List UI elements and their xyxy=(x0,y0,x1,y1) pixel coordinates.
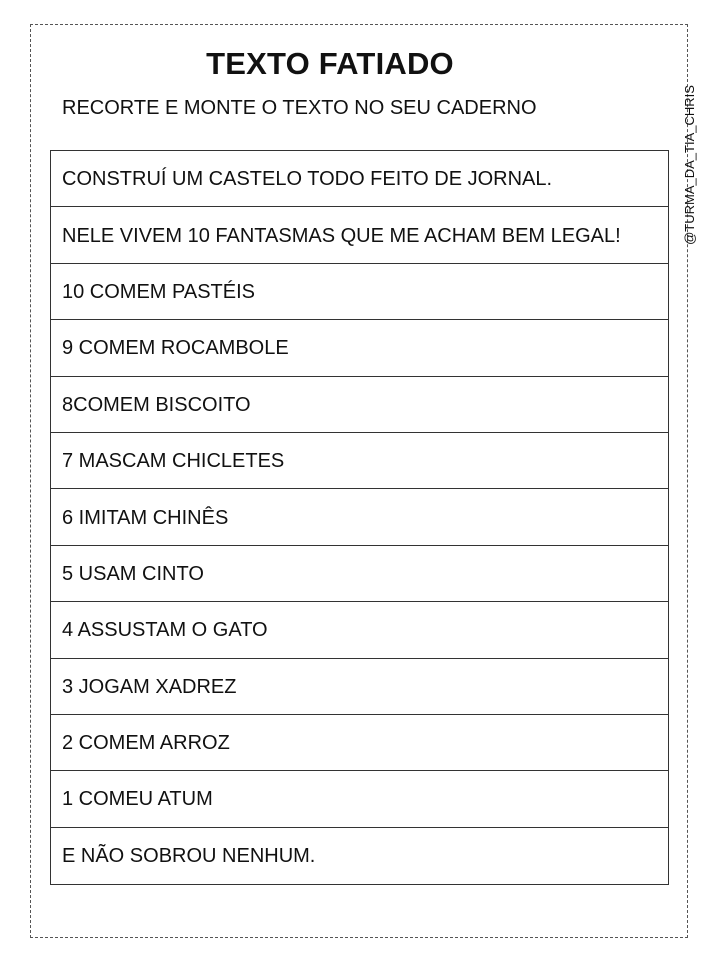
text-strip-text: 6 IMITAM CHINÊS xyxy=(62,506,229,529)
text-strip-text: 8COMEM BISCOITO xyxy=(62,393,251,416)
text-strip-text: E NÃO SOBROU NENHUM. xyxy=(62,845,316,868)
text-strip-text: 4 ASSUSTAM O GATO xyxy=(62,619,268,642)
text-strip-text: 10 COMEM PASTÉIS xyxy=(62,280,256,303)
text-strip-1 xyxy=(51,151,668,207)
text-strip-text: 9 COMEM ROCAMBOLE xyxy=(62,337,289,360)
text-strip-6 xyxy=(51,433,668,489)
text-strip-7 xyxy=(51,489,668,545)
page-title: TEXTO FATIADO xyxy=(206,46,454,81)
author-handle: @TURMA_DA_TIA_CHRIS xyxy=(682,85,697,245)
text-strips-table xyxy=(50,150,669,885)
text-strip-4 xyxy=(51,320,668,376)
text-strip-12 xyxy=(51,771,668,827)
text-strip-text: CONSTRUÍ UM CASTELO TODO FEITO DE JORNAL. xyxy=(62,168,553,191)
text-strip-text: NELE VIVEM 10 FANTASMAS QUE ME ACHAM BEM LEGAL! xyxy=(62,224,621,247)
text-strip-10 xyxy=(51,659,668,715)
text-strip-3 xyxy=(51,264,668,320)
text-strip-text: 1 COMEU ATUM xyxy=(62,788,213,811)
text-strip-8 xyxy=(51,546,668,602)
text-strip-text: 5 USAM CINTO xyxy=(62,562,204,585)
text-strip-text: 2 COMEM ARROZ xyxy=(62,732,230,755)
text-strip-5 xyxy=(51,377,668,433)
text-strip-13 xyxy=(51,828,668,884)
instructions: RECORTE E MONTE O TEXTO NO SEU CADERNO xyxy=(62,97,537,119)
text-strip-9 xyxy=(51,602,668,658)
text-strip-2 xyxy=(51,207,668,263)
text-strip-11 xyxy=(51,715,668,771)
text-strip-text: 3 JOGAM XADREZ xyxy=(62,675,237,698)
text-strip-text: 7 MASCAM CHICLETES xyxy=(62,450,285,473)
